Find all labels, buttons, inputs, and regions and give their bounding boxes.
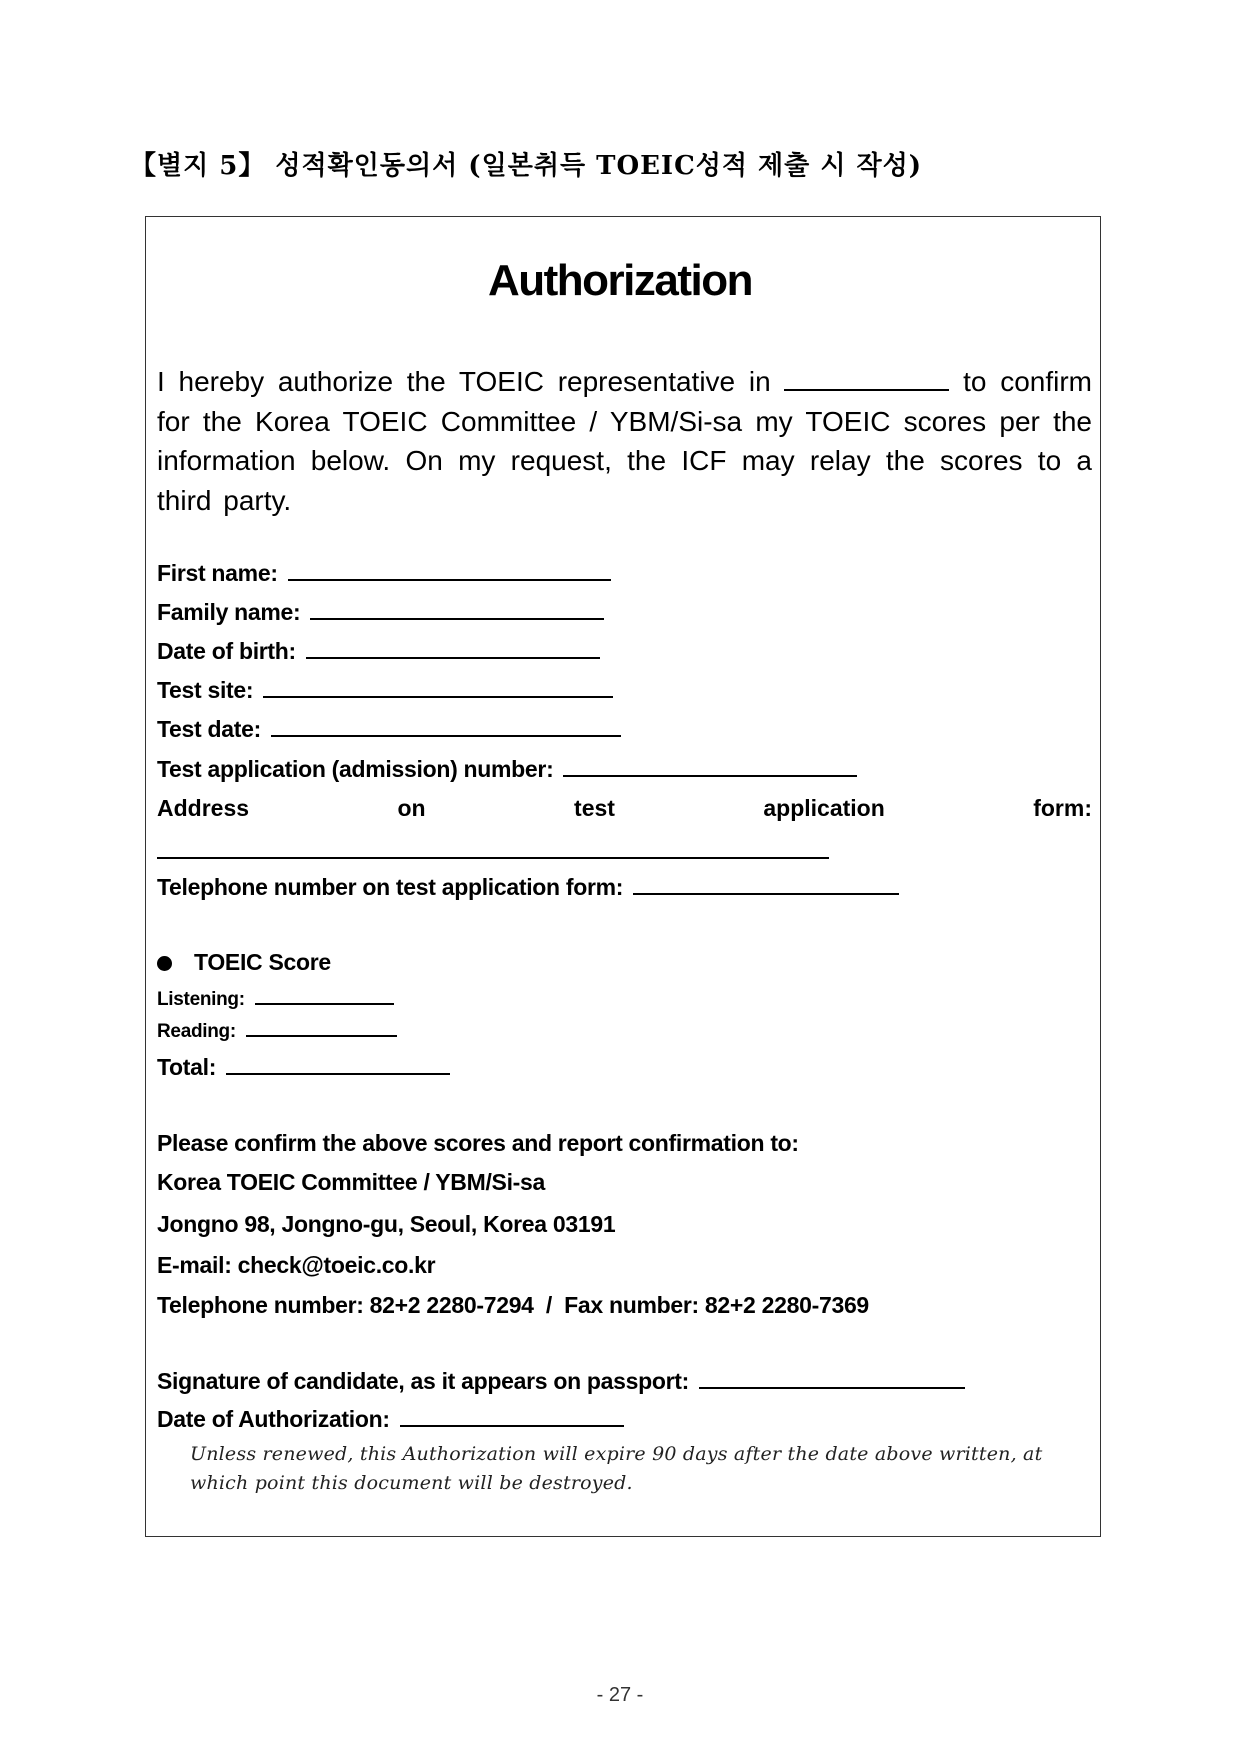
telephone-row [157,874,899,901]
address-row [157,795,1092,822]
paragraph-part1: I hereby authorize the TOEIC representative in [157,366,771,397]
listening-label: Listening: [157,989,245,1010]
authorization-paragraph [157,362,1092,520]
dob-row [157,638,600,665]
first-name-row [157,560,611,587]
first-name-label: First name: [157,560,278,586]
confirm-instruction: Please confirm the above scores and report confirmation to: [157,1130,799,1156]
test-site-blank[interactable] [263,678,613,698]
toeic-score-heading [157,949,331,976]
country-blank[interactable] [784,367,949,391]
family-name-row [157,599,604,626]
confirm-org: Korea TOEIC Committee / YBM/Si-sa [157,1169,546,1195]
authorization-date-blank[interactable] [400,1407,624,1427]
test-site-label: Test site: [157,677,254,703]
signature-blank[interactable] [699,1369,965,1389]
reading-label: Reading: [157,1021,236,1042]
first-name-blank[interactable] [288,561,611,581]
signature-label: Signature of candidate, as it appears on passport: [157,1368,690,1394]
dob-label: Date of birth: [157,638,296,664]
address-word: on [397,795,426,821]
address-word: test [574,795,615,821]
address-word: Address [157,795,250,821]
listening-blank[interactable] [255,989,394,1005]
family-name-blank[interactable] [310,600,604,620]
authorization-date-label: Date of Authorization: [157,1406,390,1432]
total-row [157,1054,450,1081]
application-number-blank[interactable] [563,757,857,777]
form-title: Authorization [487,256,752,305]
confirm-address: Jongno 98, Jongno-gu, Seoul, Korea 03191 [157,1211,616,1237]
annex-heading: 【별지 5】 성적확인동의서 (일본취득 TOEIC성적 제출 시 작성) [130,151,923,181]
address-blank[interactable] [157,857,829,859]
address-word: application [763,795,885,821]
application-number-label: Test application (admission) number: [157,756,554,782]
listening-row [157,989,394,1011]
total-blank[interactable] [226,1055,450,1075]
expiry-note-line1: Unless renewed, this Authorization will expire 90 days after the date above written, at [190,1443,1043,1465]
address-word: form: [1033,795,1092,821]
test-date-label: Test date: [157,716,261,742]
confirm-email: E-mail: check@toeic.co.kr [157,1252,436,1278]
authorization-date-row [157,1406,624,1433]
toeic-score-label: TOEIC Score [194,949,331,975]
test-date-row [157,716,621,743]
confirm-phone: Telephone number: 82+2 2280-7294 / Fax number: 82+2 2280-7369 [157,1292,869,1318]
test-site-row [157,677,613,704]
reading-blank[interactable] [246,1021,397,1037]
reading-row [157,1021,397,1043]
page-number: - 27 - [596,1684,644,1706]
test-date-blank[interactable] [271,717,621,737]
dob-blank[interactable] [306,639,600,659]
telephone-label: Telephone number on test application form: [157,874,624,900]
bullet-icon [157,956,172,971]
application-number-row [157,756,857,783]
expiry-note-line2: which point this document will be destroyed. [190,1472,633,1494]
family-name-label: Family name: [157,599,301,625]
paragraph-part2: to confirm for the Korea TOEIC Committee / YBM/Si-sa my TOEIC scores per the information below. On my request, the ICF may relay the scores to a third party. [157,366,1092,516]
telephone-blank[interactable] [633,875,899,895]
total-label: Total: [157,1054,217,1080]
signature-row [157,1368,965,1395]
